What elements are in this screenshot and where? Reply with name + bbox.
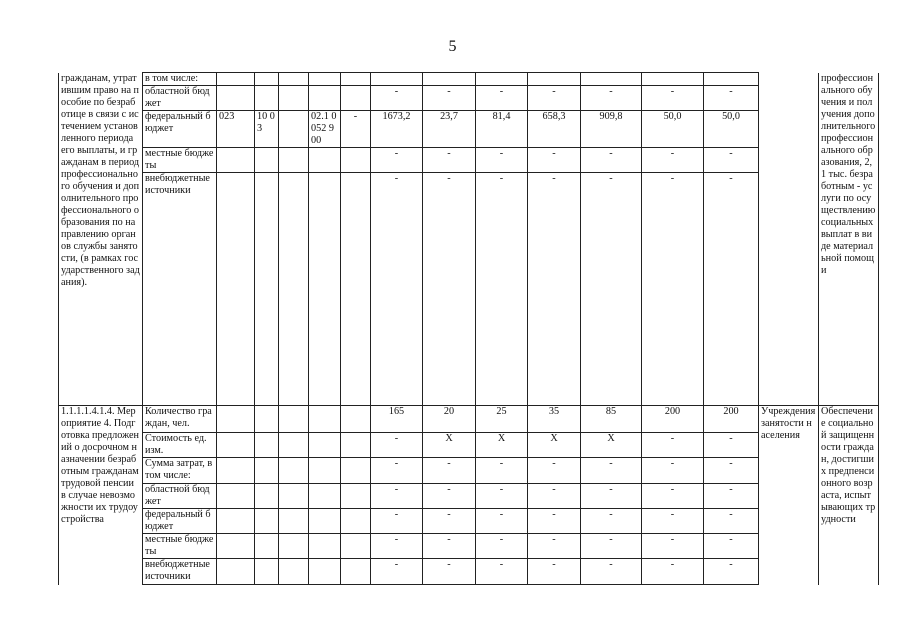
empty-cell [341, 534, 371, 559]
value-cell: - [642, 433, 704, 458]
value-cell: - [476, 173, 528, 406]
budget-code-cell [217, 173, 255, 406]
expense-type-cell [341, 173, 371, 406]
value-cell: - [581, 484, 642, 509]
value-cell: - [528, 509, 581, 534]
expected-result: профессионального обучения и получения дополнительного профессионального образования, 2,1 тыс. безработным - услуги по осуществлению социальных выплат в виде материальной помощи [819, 73, 879, 406]
value-cell: - [528, 148, 581, 173]
empty-cell [255, 509, 279, 534]
value-cell: - [704, 148, 759, 173]
value-cell [704, 73, 759, 86]
value-cell: - [371, 559, 423, 585]
table-row [59, 458, 879, 484]
value-cell: - [476, 86, 528, 111]
value-cell: - [642, 148, 704, 173]
empty-cell [279, 534, 309, 559]
activity-description: гражданам, утратившим право на пособие по безработице в связи с истечением установленного периода его выплаты, и гражданам в период профессионального обучения и дополнительного профессионального образования по направлению органов службы занятости, (в рамках государственного задания). [59, 73, 143, 406]
empty-cell [217, 509, 255, 534]
value-cell: - [581, 86, 642, 111]
spacer-cell [279, 73, 309, 86]
empty-cell [255, 433, 279, 458]
value-cell: - [476, 509, 528, 534]
value-cell: - [704, 509, 759, 534]
empty-cell [309, 433, 341, 458]
value-cell: - [371, 534, 423, 559]
value-cell: - [371, 173, 423, 406]
value-cell: 909,8 [581, 111, 642, 148]
expected-result: Обеспечение социальной защищенности граждан, достигших предпенсионного возраста, испытывающих трудности [819, 406, 879, 585]
value-cell: - [704, 458, 759, 484]
value-cell: X [423, 433, 476, 458]
value-cell: - [528, 534, 581, 559]
empty-cell [217, 534, 255, 559]
spacer-cell [279, 111, 309, 148]
empty-cell [279, 484, 309, 509]
empty-cell [255, 534, 279, 559]
value-cell: 50,0 [642, 111, 704, 148]
executor-cell [759, 73, 819, 406]
empty-cell [255, 458, 279, 484]
empty-cell [255, 484, 279, 509]
value-cell: - [371, 433, 423, 458]
expense-type-cell [341, 86, 371, 111]
empty-cell [279, 458, 309, 484]
value-cell: - [704, 86, 759, 111]
value-cell: - [642, 458, 704, 484]
value-cell: - [528, 559, 581, 585]
value-cell: - [581, 148, 642, 173]
target-cell [309, 173, 341, 406]
row-label: Стоимость ед. изм. [143, 433, 217, 458]
value-cell: - [423, 559, 476, 585]
row-label: федеральный бюджет [143, 111, 217, 148]
table-row [59, 534, 879, 559]
row-label: местные бюджеты [143, 534, 217, 559]
value-cell: 1673,2 [371, 111, 423, 148]
value-cell: - [423, 509, 476, 534]
row-label: областной бюджет [143, 86, 217, 111]
value-cell: - [423, 86, 476, 111]
empty-cell [217, 433, 255, 458]
value-cell [371, 73, 423, 86]
row-label: Сумма затрат, в том числе: [143, 458, 217, 484]
table-row [59, 111, 879, 148]
row-label: Количество граждан, чел. [143, 406, 217, 433]
value-cell: - [476, 534, 528, 559]
row-label: внебюджетные источники [143, 559, 217, 585]
value-cell: - [528, 86, 581, 111]
empty-cell [279, 406, 309, 433]
spacer-cell [279, 173, 309, 406]
value-cell: - [704, 173, 759, 406]
value-cell: - [423, 458, 476, 484]
value-cell [423, 73, 476, 86]
value-cell: 23,7 [423, 111, 476, 148]
page-number: 5 [448, 38, 457, 55]
table-row [59, 173, 879, 406]
empty-cell [255, 406, 279, 433]
activity-description: 1.1.1.1.4.1.4. Мероприятие 4. Подготовка предложений о досрочном назначении безработным гражданам трудовой пенсии в случае невозможности их трудоустройства [59, 406, 143, 585]
executor-cell: Учреждения занятости населения [759, 406, 819, 585]
value-cell: - [581, 458, 642, 484]
empty-cell [341, 484, 371, 509]
row-label: областной бюджет [143, 484, 217, 509]
value-cell: - [528, 458, 581, 484]
target-cell [309, 148, 341, 173]
value-cell: - [642, 559, 704, 585]
section-cell [255, 173, 279, 406]
empty-cell [341, 433, 371, 458]
value-cell: - [581, 559, 642, 585]
target-cell: 02.1 0052 900 [309, 111, 341, 148]
row-label: федеральный бюджет [143, 509, 217, 534]
value-cell: X [581, 433, 642, 458]
value-cell: - [642, 86, 704, 111]
section-cell [255, 86, 279, 111]
empty-cell [217, 559, 255, 585]
target-cell [309, 73, 341, 86]
value-cell [581, 73, 642, 86]
value-cell: - [423, 534, 476, 559]
value-cell: - [371, 509, 423, 534]
value-cell: 200 [704, 406, 759, 433]
budget-code-cell [217, 148, 255, 173]
section-cell [255, 73, 279, 86]
expense-type-cell: - [341, 111, 371, 148]
row-label: внебюджетные источники [143, 173, 217, 406]
value-cell: - [476, 484, 528, 509]
table-row [59, 86, 879, 111]
empty-cell [279, 509, 309, 534]
empty-cell [309, 406, 341, 433]
value-cell: 50,0 [704, 111, 759, 148]
value-cell: - [371, 148, 423, 173]
target-cell [309, 86, 341, 111]
empty-cell [217, 458, 255, 484]
value-cell: - [423, 148, 476, 173]
value-cell: - [704, 433, 759, 458]
section-cell: 10 03 [255, 111, 279, 148]
value-cell: - [581, 509, 642, 534]
value-cell: - [581, 173, 642, 406]
table-row [59, 73, 879, 86]
value-cell: - [642, 173, 704, 406]
value-cell: - [581, 534, 642, 559]
value-cell: 35 [528, 406, 581, 433]
empty-cell [217, 406, 255, 433]
budget-code-cell: 023 [217, 111, 255, 148]
empty-cell [341, 458, 371, 484]
value-cell: - [371, 86, 423, 111]
value-cell: 85 [581, 406, 642, 433]
value-cell: - [476, 458, 528, 484]
program-table [58, 72, 879, 585]
table-row [59, 406, 879, 433]
value-cell [528, 73, 581, 86]
empty-cell [279, 433, 309, 458]
value-cell: 20 [423, 406, 476, 433]
empty-cell [309, 484, 341, 509]
expense-type-cell [341, 148, 371, 173]
value-cell: - [371, 484, 423, 509]
empty-cell [309, 559, 341, 585]
empty-cell [279, 559, 309, 585]
section-cell [255, 148, 279, 173]
value-cell: - [528, 173, 581, 406]
empty-cell [217, 484, 255, 509]
table-row [59, 509, 879, 534]
empty-cell [341, 509, 371, 534]
row-label: в том числе: [143, 73, 217, 86]
value-cell: - [476, 559, 528, 585]
value-cell: X [476, 433, 528, 458]
value-cell: - [642, 484, 704, 509]
value-cell: 81,4 [476, 111, 528, 148]
value-cell: - [704, 484, 759, 509]
value-cell: - [642, 534, 704, 559]
value-cell: - [423, 173, 476, 406]
budget-code-cell [217, 86, 255, 111]
table-row [59, 484, 879, 509]
value-cell [476, 73, 528, 86]
value-cell: 200 [642, 406, 704, 433]
empty-cell [309, 509, 341, 534]
empty-cell [341, 559, 371, 585]
value-cell: 165 [371, 406, 423, 433]
empty-cell [255, 559, 279, 585]
table-row [59, 148, 879, 173]
table-row [59, 433, 879, 458]
value-cell: 25 [476, 406, 528, 433]
value-cell [642, 73, 704, 86]
budget-code-cell [217, 73, 255, 86]
value-cell: - [528, 484, 581, 509]
value-cell: - [642, 509, 704, 534]
spacer-cell [279, 148, 309, 173]
value-cell: - [704, 559, 759, 585]
value-cell: X [528, 433, 581, 458]
spacer-cell [279, 86, 309, 111]
value-cell: 658,3 [528, 111, 581, 148]
value-cell: - [371, 458, 423, 484]
empty-cell [341, 406, 371, 433]
expense-type-cell [341, 73, 371, 86]
row-label: местные бюджеты [143, 148, 217, 173]
value-cell: - [704, 534, 759, 559]
value-cell: - [476, 148, 528, 173]
value-cell: - [423, 484, 476, 509]
empty-cell [309, 534, 341, 559]
empty-cell [309, 458, 341, 484]
table-row [59, 559, 879, 585]
